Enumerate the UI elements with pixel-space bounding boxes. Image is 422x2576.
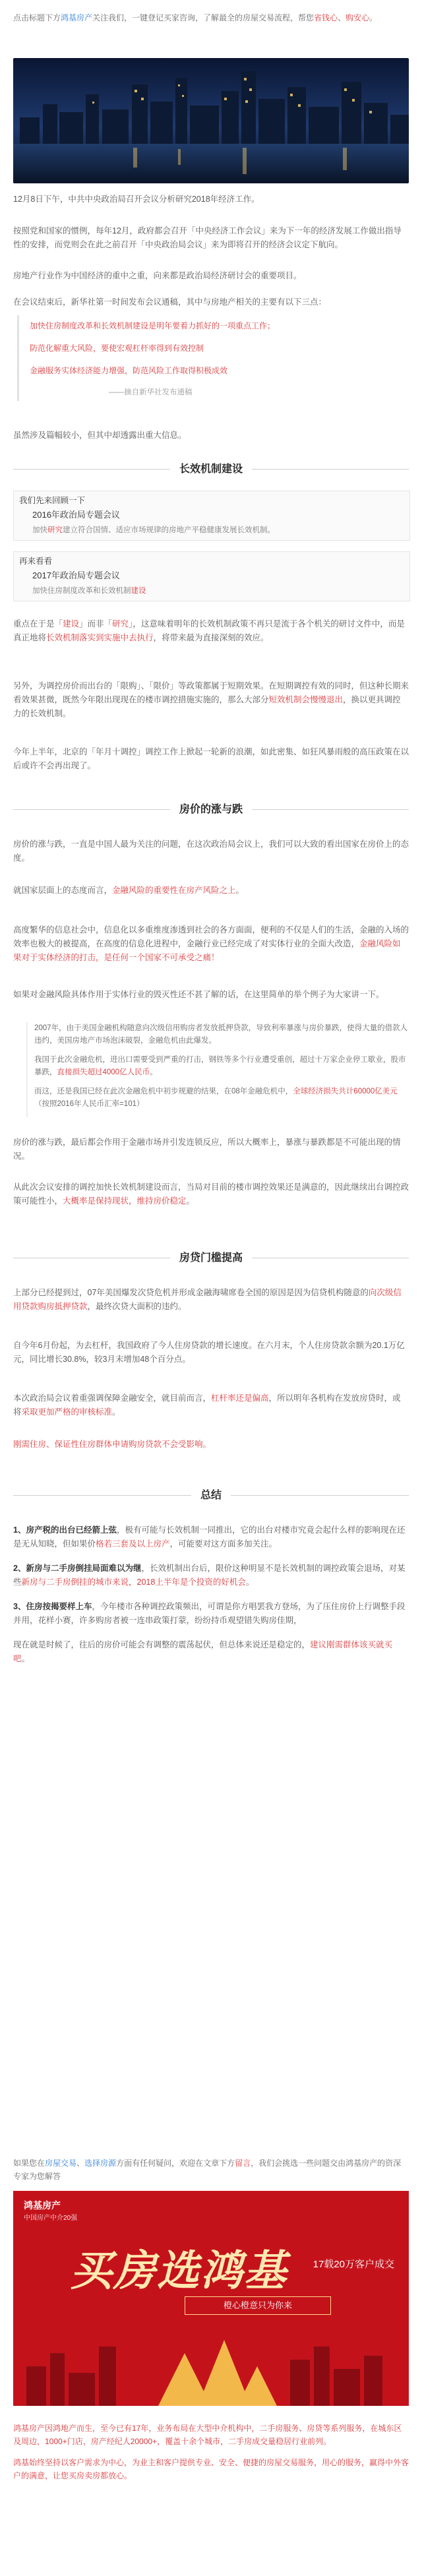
buy-assured-link[interactable]: 购安心 (346, 13, 370, 22)
highlight: 直接损失超过4000亿人民币 (57, 1068, 150, 1076)
text: ，最终次贷大面积的违约。 (87, 1302, 187, 1311)
summary-lead: 1、房产税的出台已经箭上弦 (13, 1525, 117, 1535)
text: 另外，为调控房价而出台的「限购」、「限价」等政策都属于短期效果。在短期调控有效的同时，但这种长期来看效果甚微，既然今年限出现现在的楼市调控措施实施的，那么大部分 (13, 681, 409, 704)
text: ，可能要对这方面多加关注。 (169, 1539, 278, 1549)
text: 。 (186, 1196, 195, 1206)
card-sub-post: 建立符合国情、适应市场规律的房地产平稳健康发展长效机制。 (63, 526, 275, 534)
card-sub-red: 研究 (47, 526, 63, 534)
text: 」，这意味着明年的长效机制政策不再只是流于各个机关的研讨文件中，而是真正地将 (13, 619, 405, 642)
paragraph-8: 今年上半年，北京的「年月十调控」调控工作上掀起一轮新的浪潮，如此密集、如狂风暴雨般的高压政策在以后或许不会再出现了。 (13, 747, 409, 770)
text: ，极有可能与长效机制一同推出，它的出台对楼市究竟会起什么样的影响现在还是无从知晓，但如果价 (13, 1525, 406, 1549)
text: 从此次会议安排的调控加快长效机制建设而言，当局对目前的楼市调控效果还是满意的，因此继续出台调控政策可能性小， (13, 1182, 409, 1206)
paragraph-18 (13, 1438, 409, 1452)
highlight: 刚需住房、保证性住房群体申请购房贷款不会受影响。 (13, 1440, 212, 1449)
highlight: 建议刚需群体该买就买吧 (13, 1640, 393, 1663)
key-points-quote (17, 315, 399, 401)
paragraph-10 (13, 884, 409, 898)
text: 高度繁华的信息社会中，信息化以多重维度渗透到社会的各方面面，便利的不仅是人们的生活，金融的入场的效率也极大的被提高，在高度的信息化进程中，金融行业已经完成了对实体行业的全面大改造， (13, 925, 409, 948)
paragraph-14 (13, 1181, 409, 1208)
crisis-example-note (26, 1022, 410, 1117)
leave-message-link[interactable]: 留言 (235, 2159, 251, 2168)
card-sub-pre: 加快 (32, 526, 47, 534)
intro-sep: 、 (338, 13, 346, 22)
card-sub (14, 522, 409, 540)
summary-item-3 (13, 1600, 409, 1628)
promo-banner[interactable] (13, 2191, 409, 2406)
choose-listing-link[interactable]: 选择房源 (84, 2159, 117, 2168)
text: 、 (76, 2159, 85, 2168)
meeting-card-2016 (13, 491, 410, 541)
text: ，长效机制出台后，限价这种明显不是长效机制的调控政策会退场，对某些 (13, 1564, 406, 1587)
meeting-card-2017 (13, 551, 410, 601)
text: 。 (150, 1068, 158, 1076)
company-intro-2: 鸿基始终坚持以客户需求为中心，为业主和客户提供专业、安全、便捷的房屋交易服务，用心的服务，赢得中外客户的满意，让您买房卖房都放心。 (13, 2458, 409, 2480)
section-title-text: 总结 (191, 1490, 231, 1501)
summary-item-4 (13, 1638, 409, 1666)
card-head: 再来看看 (19, 557, 53, 566)
highlight: 采取更加严格的审核标准 (21, 1407, 113, 1417)
paragraph-11 (13, 923, 409, 965)
card-head: 我们先来回顾一下 (19, 496, 86, 505)
paragraph-1: 12月8日下午，中共中央政治局召开会议分析研究2018年经济工作。 (13, 195, 260, 204)
card-sub-pre: 加快住房制度改革和长效机制 (32, 587, 131, 595)
highlight: 大概率是保持现状，维持房价稳定 (63, 1196, 187, 1206)
logo-text: 鸿基房产 (24, 2200, 61, 2211)
highlight: 格若三套及以上房产 (96, 1539, 170, 1549)
key-point-1: 加快住房制度改革和长效机制建设是明年要着力抓好的一项重点工作； (30, 321, 276, 330)
paragraph-9: 房价的涨与跌，一直是中国人最为关注的问题，在这次政治局会议上，我们可以大致的看出国家在房价上的态度。 (13, 840, 409, 863)
intro-middle: 关注我们，一键登记买家咨询，了解最全的房屋交易流程，帮您 (92, 13, 315, 22)
company-intro-1: 鸿基房产因鸿地产而生，至今已有17年，业务布局在大型中介机构中，二手房服务、房贷等系列服务，在城东区及周边，1000+门店，房产经纪人20000+，覆盖十余个城市，二手房成交量稳居行业前列。 (13, 2424, 402, 2446)
company-intro (13, 2422, 409, 2490)
paragraph-17 (13, 1392, 409, 1419)
save-money-link[interactable]: 省钱心 (314, 13, 338, 22)
highlight: 新房与二手房倒挂的城市来说，2018上半年是个投资的好机会 (21, 1578, 246, 1587)
text: 。 (245, 1578, 255, 1587)
section-title-text: 房价的涨与跌 (170, 804, 252, 815)
text: ，我们会挑选一些问题交由鸿基房产的资深专家为您解答 (13, 2159, 402, 2181)
quote-source: ——摘自新华社发布通稿 (109, 388, 193, 396)
logo-subtext: 中国房产中介20强 (24, 2215, 78, 2222)
city-skyline-picture (13, 58, 409, 183)
highlight: 向次级信用贷款购房抵押贷款 (13, 1288, 402, 1311)
text: 如果您在 (13, 2159, 45, 2168)
banner-logo (24, 2199, 77, 2222)
banner-skyline-graphic (13, 2327, 409, 2406)
section-title-summary (13, 1484, 409, 1508)
paragraph-12: 如果对金融风险具体作用于实体行业的毁灭性还不甚了解的话，在这里简单的举个例子为大家讲一下。 (13, 990, 384, 999)
section-title-mortgage (13, 1246, 409, 1270)
summary-lead: 3、住房按揭要样上车 (13, 1602, 92, 1611)
text: ，今年楼市各种调控政策频出，可谓是你方唱罢我方登场，为了压住房价上行调整手段并用，花样小赛，许多购房者被一连串政策打蒙，纷纷持币观望错失购房佳期， (13, 1602, 406, 1625)
intro-text (13, 11, 409, 25)
text: 。 (235, 886, 245, 895)
text: 本次政治局会议着重强调保障金融安全，就目前而言， (13, 1394, 212, 1403)
text: 」而非「 (79, 619, 113, 629)
paragraph-7 (13, 679, 409, 721)
highlight: 短效机制会慢慢退出 (268, 695, 344, 704)
text: 。 (112, 1407, 121, 1417)
paragraph-5: 虽然涉及篇幅较小，但其中却透露出重大信息。 (13, 431, 187, 440)
text: 方面有任何疑问，欢迎在文章下方 (116, 2159, 235, 2168)
text: ，所以明年各机构在发放房贷时，或将 (13, 1394, 401, 1417)
house-trade-link[interactable]: 房屋交易 (45, 2159, 77, 2168)
brand-link[interactable]: 鸿基房产 (61, 13, 93, 22)
highlight: 金融风险如果对于实体经济的打击，是任何一个国家不可承受之痛！ (13, 939, 401, 962)
text: 就国家层面上的态度而言， (13, 886, 113, 895)
card-sub (14, 582, 409, 601)
paragraph-3: 房地产行业作为中国经济的重中之重，向来都是政治局经济研讨会的重要项目。 (13, 271, 302, 280)
text: 上部分已经提到过，07年美国爆发次贷危机并形成金融海啸席卷全国的原因是因为信贷机构随意的 (13, 1288, 369, 1297)
section-title-text: 长效机制建设 (170, 464, 252, 475)
highlight: 金融风险的重要性在房产风险之上 (112, 886, 236, 895)
note-2 (34, 1054, 410, 1079)
section-title-long-term-mechanism (13, 458, 409, 481)
hero-night-city-image (13, 58, 409, 183)
note-1: 2007年，由于美国金融机构随意向次级信用购房者发放抵押贷款，导致利率暴涨与房价暴跌，使得大量的借款人违约，美国房地产市场泡沫破裂，金融危机由此爆发。 (34, 1024, 408, 1045)
text: 重点在于是「 (13, 619, 63, 629)
paragraph-16: 自今年6月份起，为去杠杆，我国政府了今人住房贷款的增长速度。在六月末，个人住房贷款余额为20.1万亿元，同比增长30.8%，较3月末增加48个百分点。 (13, 1341, 405, 1364)
intro-prefix: 点击标题下方 (13, 13, 61, 22)
summary-item-2 (13, 1562, 409, 1589)
intro-suffix: 。 (369, 13, 378, 22)
section-title-text: 房贷门槛提高 (170, 1252, 252, 1264)
summary-item-1 (13, 1523, 409, 1551)
highlight: 杠杆率还是偏高 (211, 1394, 269, 1403)
paragraph-4: 在会议结束后，新华社第一时间发布会议通稿，其中与房地产相关的主要有以下三点： (13, 297, 327, 307)
text: 现在就是时候了，往后的房价可能会有调整的震荡起伏，但总体来说还是稳定的， (13, 1640, 311, 1649)
banner-slogan-box: 橙心橙意只为你来 (185, 2296, 331, 2315)
text: 我国于此次金融危机，进出口需要受到严重的打击，钢铁等多个行业遭受重创，超过十万家企业停工歇业，股市暴跌， (34, 1056, 406, 1076)
text: （按照2016年人民币汇率=101） (34, 1100, 144, 1108)
note-3 (34, 1086, 410, 1111)
banner-tagline: 17载20万客户成交 (313, 2259, 394, 2270)
text: ，换以更具调控力的长效机制。 (13, 695, 401, 718)
key-point-3: 金融服务实体经济能力增强，防范风险工作取得积极成效 (30, 366, 228, 375)
text: ，将带来最为直接深刻的效应。 (153, 633, 269, 642)
card-title: 2017年政治局专题会议 (32, 570, 120, 580)
highlight: 全球经济损失共计60000亿美元 (293, 1088, 398, 1095)
highlight: 研究 (112, 619, 129, 629)
paragraph-15 (13, 1286, 409, 1314)
paragraph-6 (13, 617, 409, 645)
highlight: 长效机制落实到实施中去执行 (46, 633, 154, 642)
card-title: 2016年政治局专题会议 (32, 510, 120, 520)
summary-list (13, 1523, 409, 1676)
paragraph-2: 按照党和国家的惯例，每年12月，政府都会召开「中央经济工作会议」来为下一年的经济发展工作做出指导性的安排，而党则会在此之前召开「中央政治局会议」来为即将召开的经济会议定下航向。 (13, 226, 402, 249)
section-title-price-trend (13, 798, 409, 822)
card-sub-red: 建设 (131, 587, 146, 595)
banner-headline: 买房选鸿基 (70, 2246, 287, 2296)
paragraph-13: 房价的涨与跌，最后都会作用于金融市场并引发连锁反应，所以大概率上，暴涨与暴跌都是不可能出现的情况。 (13, 1138, 401, 1161)
highlight: 建设 (63, 619, 80, 629)
contact-invite-text (13, 2157, 409, 2183)
text: 。 (21, 1654, 30, 1663)
text: 而这，还是我国已经在此次金融危机中初步规避的结果，在08年金融危机中， (34, 1088, 293, 1095)
key-point-2: 防范化解重大风险，要使宏观杠杆率得到有效控制 (30, 344, 204, 353)
summary-lead: 2、新房与二手房倒挂局面难以为继 (13, 1564, 142, 1573)
